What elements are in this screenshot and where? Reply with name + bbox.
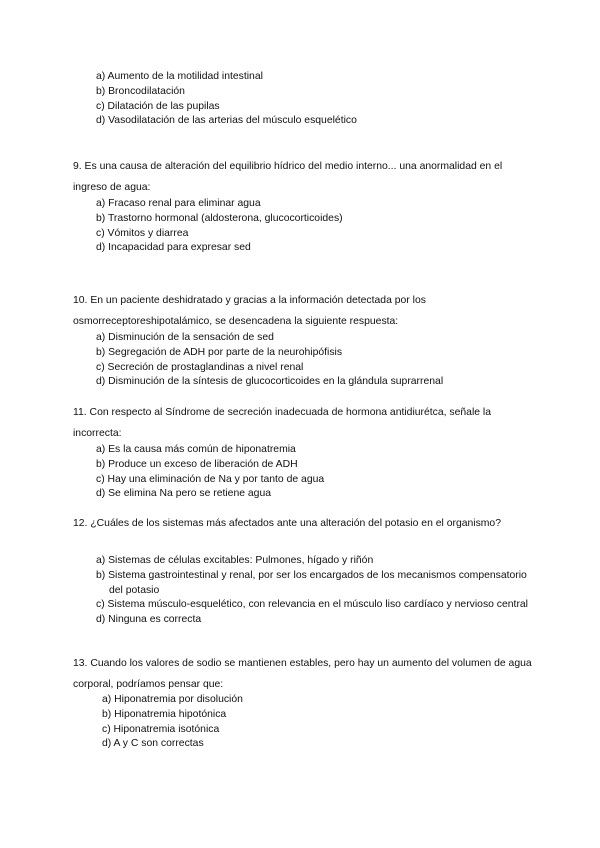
option-13a: a) Hiponatremia por disolución — [102, 694, 243, 705]
option-9b: b) Trastorno hormonal (aldosterona, glucocorticoides) — [96, 212, 343, 224]
option-9a: a) Fracaso renal para eliminar agua — [96, 198, 261, 209]
option-11c: c) Hay una eliminación de Na y por tanto de agua — [96, 473, 325, 485]
option-10a: a) Disminución de la sensación de sed — [96, 332, 274, 343]
option-12a: a) Sistemas de células excitables: Pulmones, hígado y riñón — [96, 555, 374, 566]
question-9-options — [96, 197, 343, 256]
option-13d: d) A y C son correctas — [102, 738, 204, 750]
option-12c: c) Sistema músculo-esquelético, con relevancia en el músculo liso cardíaco y nervioso central — [96, 599, 528, 611]
question-13-text: 13. Cuando los valores de sodio se mantienen estables, pero hay un aumento del volumen de agua corporal, podríamos pensar que: — [73, 658, 532, 690]
option-10b: b) Segregación de ADH por parte de la neurohipófisis — [96, 346, 343, 358]
option-8d: d) Vasodilatación de las arterias del músculo esquelético — [96, 115, 357, 127]
option-9d: d) Incapacidad para expresar sed — [96, 242, 251, 254]
option-10d: d) Disminución de la síntesis de glucocorticoides en la glándula suprarrenal — [96, 376, 444, 388]
option-11b: b) Produce un exceso de liberación de ADH — [96, 458, 298, 470]
option-8b: b) Broncodilatación — [96, 85, 185, 97]
question-13-options — [102, 693, 243, 752]
question-12-text: 12. ¿Cuáles de los sistemas más afectados ante una alteración del potasio en el organismo? — [73, 518, 501, 529]
option-11d: d) Se elimina Na pero se retiene agua — [96, 488, 272, 500]
question-8-options — [96, 70, 357, 129]
question-11-options — [96, 443, 324, 502]
option-11a: a) Es la causa más común de hiponatremia — [96, 444, 296, 455]
question-11-text: 11. Con respecto al Síndrome de secreción inadecuada de hormona antidiurétca, señale la incorrecta: — [73, 407, 492, 439]
option-9c: c) Vómitos y diarrea — [96, 227, 189, 239]
option-13b: b) Hiponatremia hipotónica — [102, 708, 227, 720]
option-12d: d) Ninguna es correcta — [96, 614, 202, 626]
question-9-text: 9. Es una causa de alteración del equilibrio hídrico del medio interno... una anormalidad en el ingreso de agua: — [73, 161, 503, 193]
option-8a: a) Aumento de la motilidad intestinal — [96, 71, 263, 82]
option-13c: c) Hiponatremia isotónica — [102, 723, 220, 735]
question-10-options — [96, 331, 443, 390]
question-10-text: 10. En un paciente deshidratado y gracias a la información detectada por los osmorreceptoreshipotalámico, se desencadena la siguiente respuesta: — [73, 295, 426, 327]
option-10c: c) Secreción de prostaglandinas a nivel renal — [96, 361, 304, 373]
option-8c: c) Dilatación de las pupilas — [96, 100, 220, 112]
question-12-options — [96, 554, 529, 628]
option-12b: b) Sistema gastrointestinal y renal, por ser los encargados de los mecanismos compensatorio del potasio — [96, 569, 527, 596]
